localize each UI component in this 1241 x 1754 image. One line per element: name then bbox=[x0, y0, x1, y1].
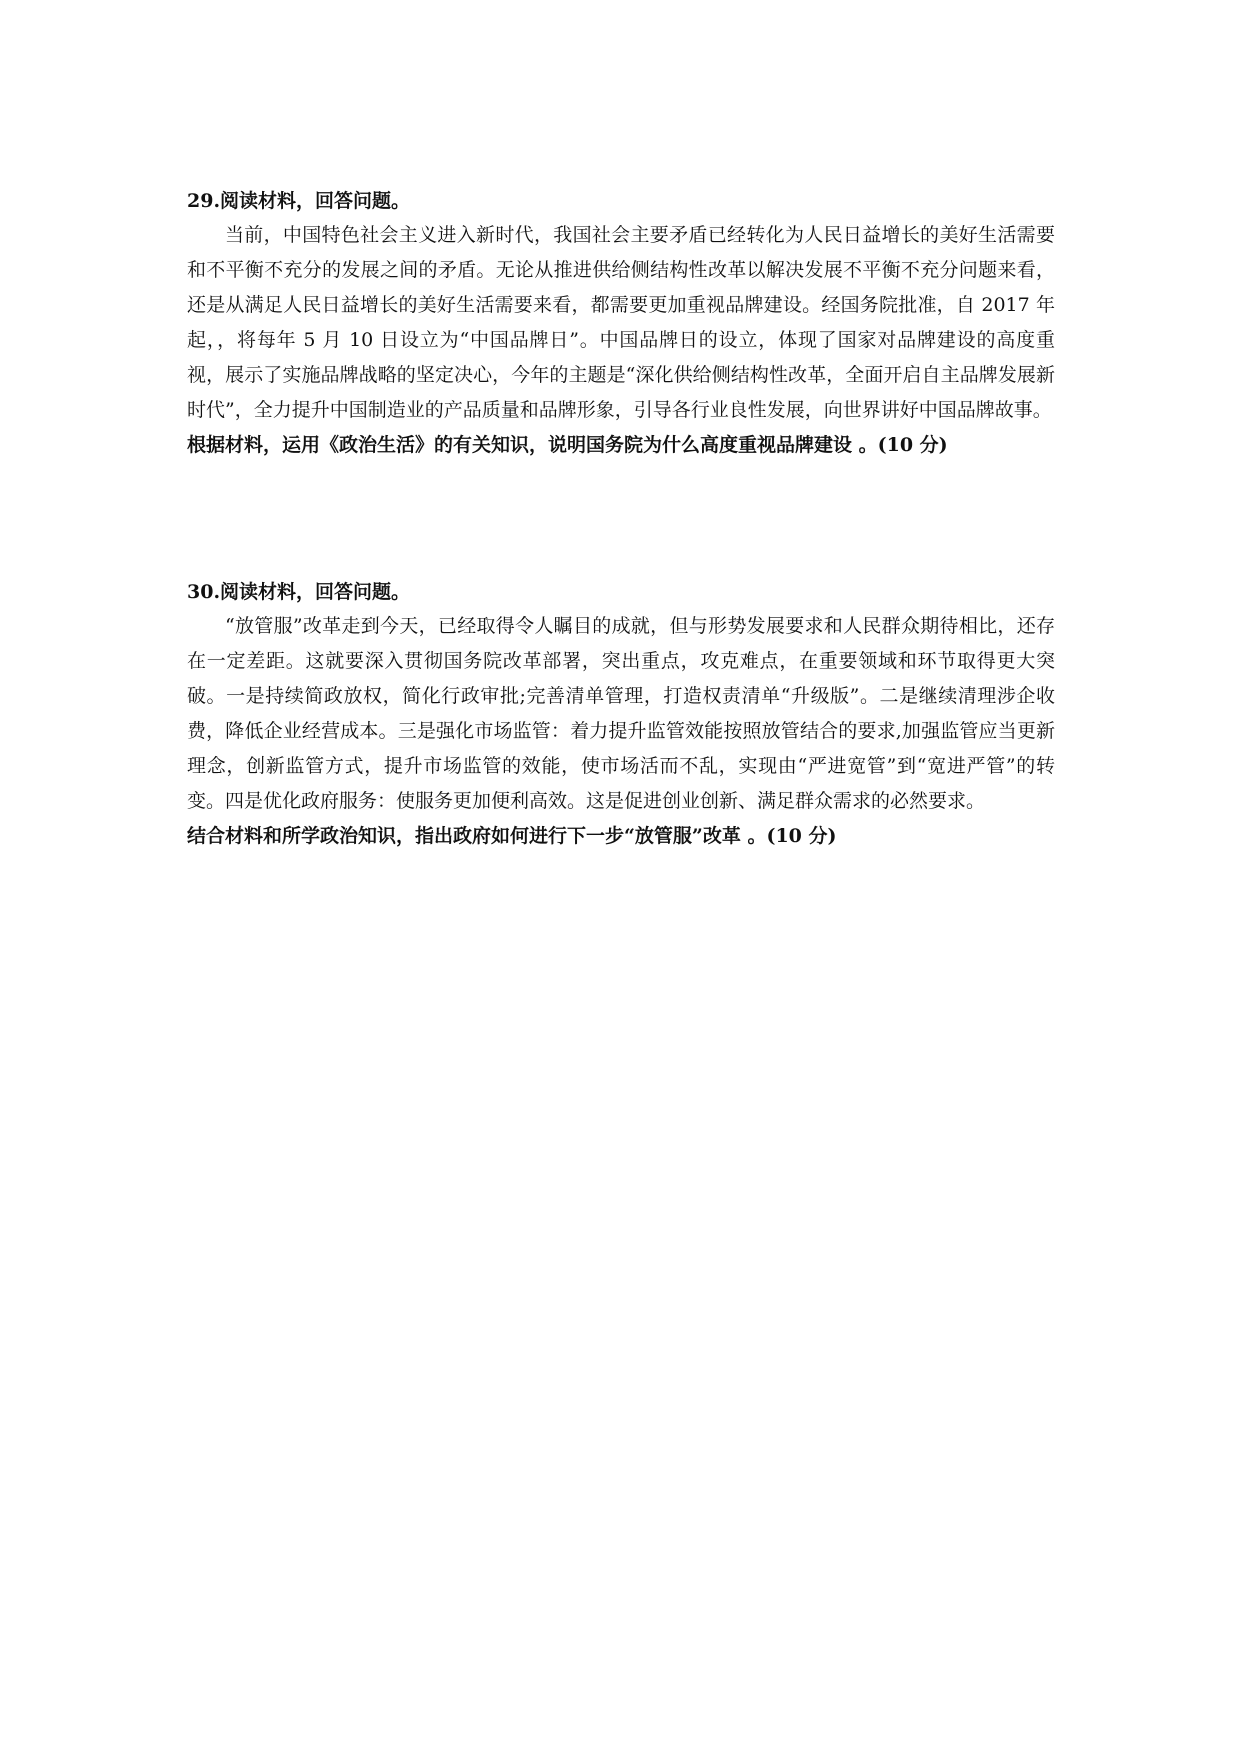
question-30-material: “放管服”改革走到今天，已经取得令人瞩目的成就，但与形势发展要求和人民群众期待相比，还存在一定差距。这就要深入贯彻国务院改革部署，突出重点，攻克难点，在重要领域和环节取得更大突破。一是持续简政放权，简化行政审批;完善清单管理，打造权责清单“升级版”。二是继续清理涉企收费，降低企业经营成本。三是强化市场监管：着力提升监管效能按照放管结合的要求,加强监管应当更新理念，创新监管方式，提升市场监管的效能，使市场活而不乱，实现由“严进宽管”到“宽进严管”的转变。四是优化政府服务：使服务更加便利高效。这是促进创业创新、满足群众需求的必然要求。 bbox=[187, 615, 1055, 812]
question-29 bbox=[187, 184, 1055, 462]
question-30 bbox=[187, 575, 1055, 853]
question-29-title: 29.阅读材料，回答问题。 bbox=[187, 190, 411, 212]
question-29-material: 当前，中国特色社会主义进入新时代，我国社会主要矛盾已经转化为人民日益增长的美好生活需要和不平衡不充分的发展之间的矛盾。无论从推进供给侧结构性改革以解决发展不平衡不充分问题来看，还是从满足人民日益增长的美好生活需要来看，都需要更加重视品牌建设。经国务院批准，自 2017 年起，，将每年 5 月 10 日设立为“中国品牌日”。中国品牌日的设立，体现了国家对品牌建设的高度重视，展示了实施品牌战略的坚定决心，今年的主题是“深化供给侧结构性改革，全面开启自主品牌发展新时代”，全力提升中国制造业的产品质量和品牌形象，引导各行业良性发展，向世界讲好中国品牌故事。 bbox=[187, 224, 1055, 421]
question-29-prompt: 根据材料，运用《政治生活》的有关知识，说明国务院为什么高度重视品牌建设 。(10 分) bbox=[187, 434, 948, 456]
question-30-prompt: 结合材料和所学政治知识，指出政府如何进行下一步“放管服”改革 。(10 分) bbox=[187, 825, 837, 847]
question-30-title: 30.阅读材料，回答问题。 bbox=[187, 581, 411, 603]
